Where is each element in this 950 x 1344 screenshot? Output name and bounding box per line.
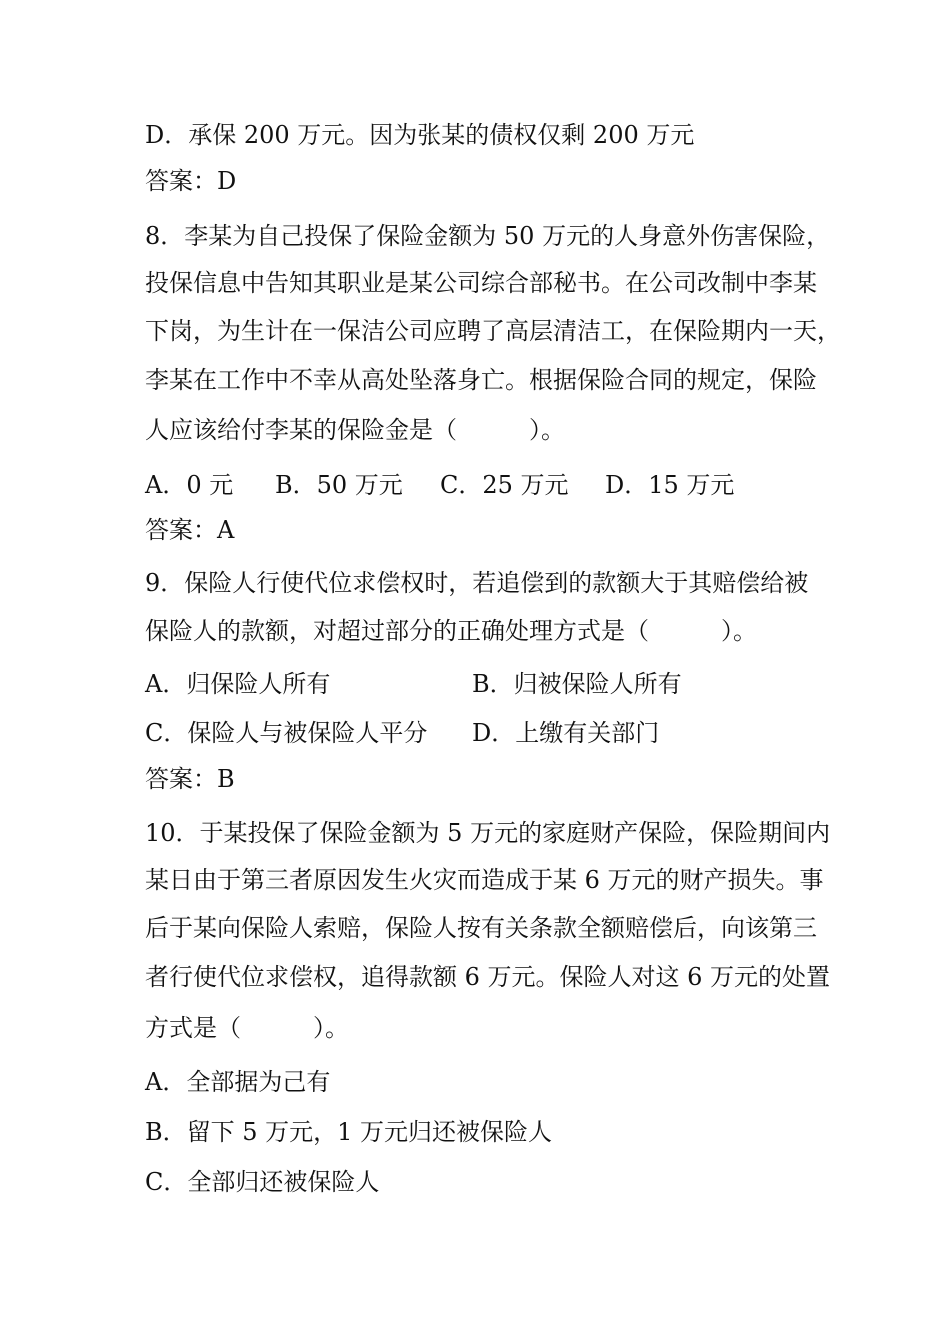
q10-text-line-4: 者行使代位求偿权，追得款额 6 万元。保险人对这 6 万元的处置 — [145, 963, 831, 991]
q10-text-line-3: 后于某向保险人索赔，保险人按有关条款全额赔偿后，向该第三 — [145, 914, 817, 942]
q8-option-b: B．50 万元 — [275, 471, 403, 499]
q10-text-line-2: 某日由于第三者原因发生火灾而造成于某 6 万元的财产损失。事 — [145, 866, 824, 894]
q10-option-b: B．留下 5 万元，1 万元归还被保险人 — [145, 1118, 553, 1146]
q10-option-a: A．全部据为己有 — [145, 1068, 331, 1096]
q8-answer: 答案：A — [145, 516, 235, 544]
q8-option-c: C．25 万元 — [440, 471, 569, 499]
prev-option-d: D．承保 200 万元。因为张某的债权仅剩 200 万元 — [145, 121, 695, 149]
q9-text-line-1: 9．保险人行使代位求偿权时，若追偿到的款额大于其赔偿给被 — [145, 569, 809, 597]
q9-text-line-2: 保险人的款额，对超过部分的正确处理方式是（ ）。 — [145, 617, 757, 645]
q10-text-line-1: 10．于某投保了保险金额为 5 万元的家庭财产保险，保险期间内 — [145, 819, 831, 847]
q10-option-c: C．全部归还被保险人 — [145, 1168, 380, 1196]
q8-text-line-4: 李某在工作中不幸从高处坠落身亡。根据保险合同的规定，保险 — [145, 366, 817, 394]
q8-option-d: D．15 万元 — [605, 471, 735, 499]
q8-text-line-3: 下岗，为生计在一保洁公司应聘了高层清洁工，在保险期内一天， — [145, 317, 841, 345]
q8-option-a: A．0 元 — [145, 471, 234, 499]
q8-text-line-2: 投保信息中告知其职业是某公司综合部秘书。在公司改制中李某 — [145, 269, 817, 297]
q9-option-c: C．保险人与被保险人平分 — [145, 719, 428, 747]
q9-answer: 答案：B — [145, 765, 235, 793]
q9-option-a: A．归保险人所有 — [145, 670, 331, 698]
q8-text-line-1: 8．李某为自己投保了保险金额为 50 万元的人身意外伤害保险， — [145, 222, 831, 250]
q10-text-line-5: 方式是（ ）。 — [145, 1014, 349, 1042]
q9-option-d: D．上缴有关部门 — [472, 719, 660, 747]
q9-option-b: B．归被保险人所有 — [472, 670, 682, 698]
q8-text-line-5: 人应该给付李某的保险金是（ ）。 — [145, 416, 565, 444]
prev-answer: 答案：D — [145, 167, 237, 195]
